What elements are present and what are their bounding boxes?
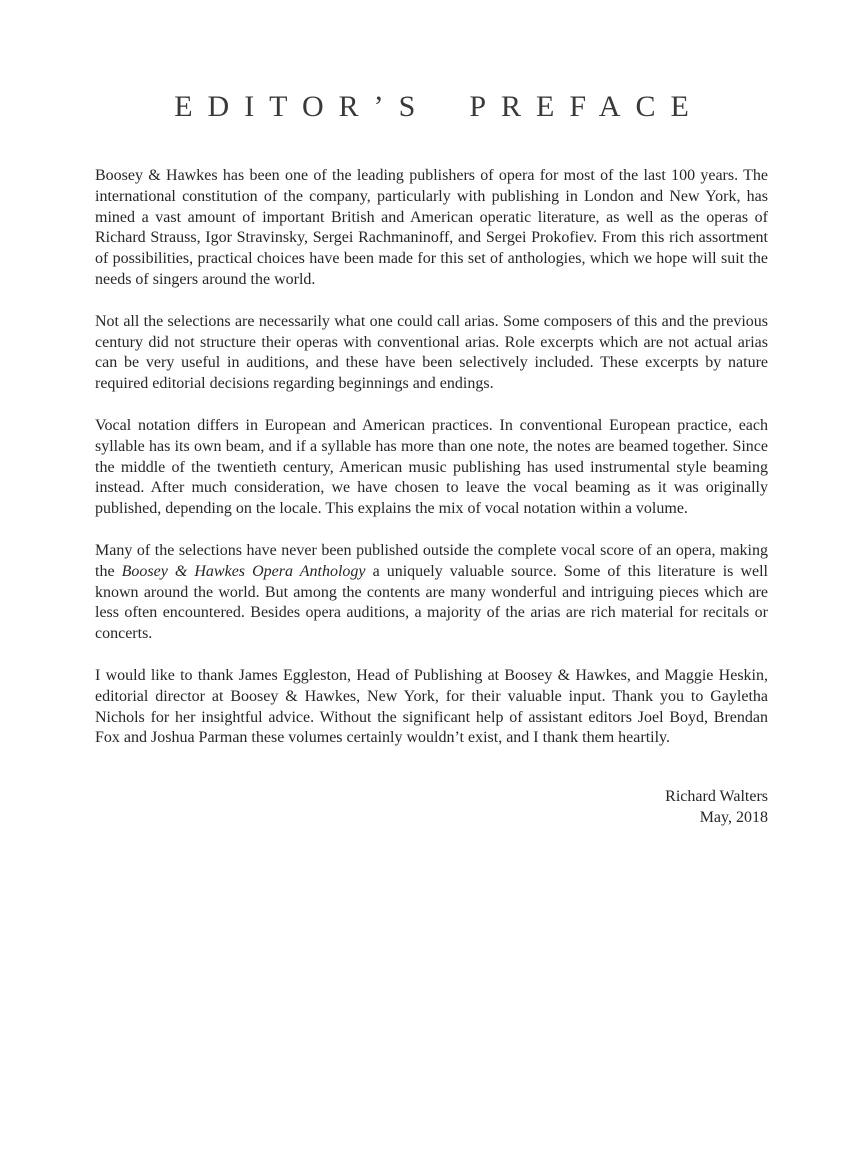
text-segment: a uniquely valuable source. Some of this literature is well known around the world. But among the contents are many wonderful and intriguing pieces which are less often encountered. Besides opera auditions, a majority of the arias are rich material for recitals or concerts.: [95, 562, 768, 643]
signature-date: May, 2018: [699, 808, 768, 826]
text-segment: Not all the selections are necessarily what one could call arias. Some composers of this and the previous century did not structure their operas with conventional arias. Role excerpts which are not actual arias can be very useful in auditions, and these have been selectively included. These excerpts by nature required editorial decisions regarding beginnings and endings.: [95, 312, 768, 393]
preface-paragraph: [95, 166, 768, 291]
preface-paragraph: [95, 416, 768, 520]
text-segment: Boosey & Hawkes has been one of the leading publishers of opera for most of the last 100 years. The international constitution of the company, particularly with publishing in London and New York, has mined a vast amount of important British and American operatic literature, as well as the operas of Richard Strauss, Igor Stravinsky, Sergei Rachmaninoff, and Sergei Prokofiev. From this rich assortment of possibilities, practical choices have been made for this set of anthologies, which we hope will suit the needs of singers around the world.: [95, 167, 768, 288]
text-segment: Many of the selections have never been published outside the complete vocal score of an opera, making the: [95, 541, 768, 580]
text-segment: I would like to thank James Eggleston, Head of Publishing at Boosey & Hawkes, and Maggie Heskin, editorial director at Boosey & Hawkes, New York, for their valuable input. Thank you to Gayletha Nichols for her insightful advice. Without the significant help of assistant editors Joel Boyd, Brendan Fox and Joshua Parman these volumes certainly wouldn’t exist, and I thank them heartily.: [95, 666, 768, 747]
preface-paragraph: [95, 312, 768, 395]
signature-block: [95, 787, 768, 829]
preface-body: [95, 166, 768, 749]
page-title: EDITOR’S PREFACE: [174, 90, 704, 123]
preface-paragraph: [95, 541, 768, 645]
signature-name: Richard Walters: [665, 788, 768, 806]
text-segment: Boosey & Hawkes Opera Anthology: [121, 562, 366, 580]
text-segment: Vocal notation differs in European and American practices. In conventional European practice, each syllable has its own beam, and if a syllable has more than one note, the notes are beamed together. Since the middle of the twentieth century, American music publishing has used instrumental style beaming instead. After much consideration, we have chosen to leave the vocal beaming as it was originally published, depending on the locale. This explains the mix of vocal notation within a volume.: [95, 416, 768, 518]
preface-paragraph: [95, 666, 768, 749]
